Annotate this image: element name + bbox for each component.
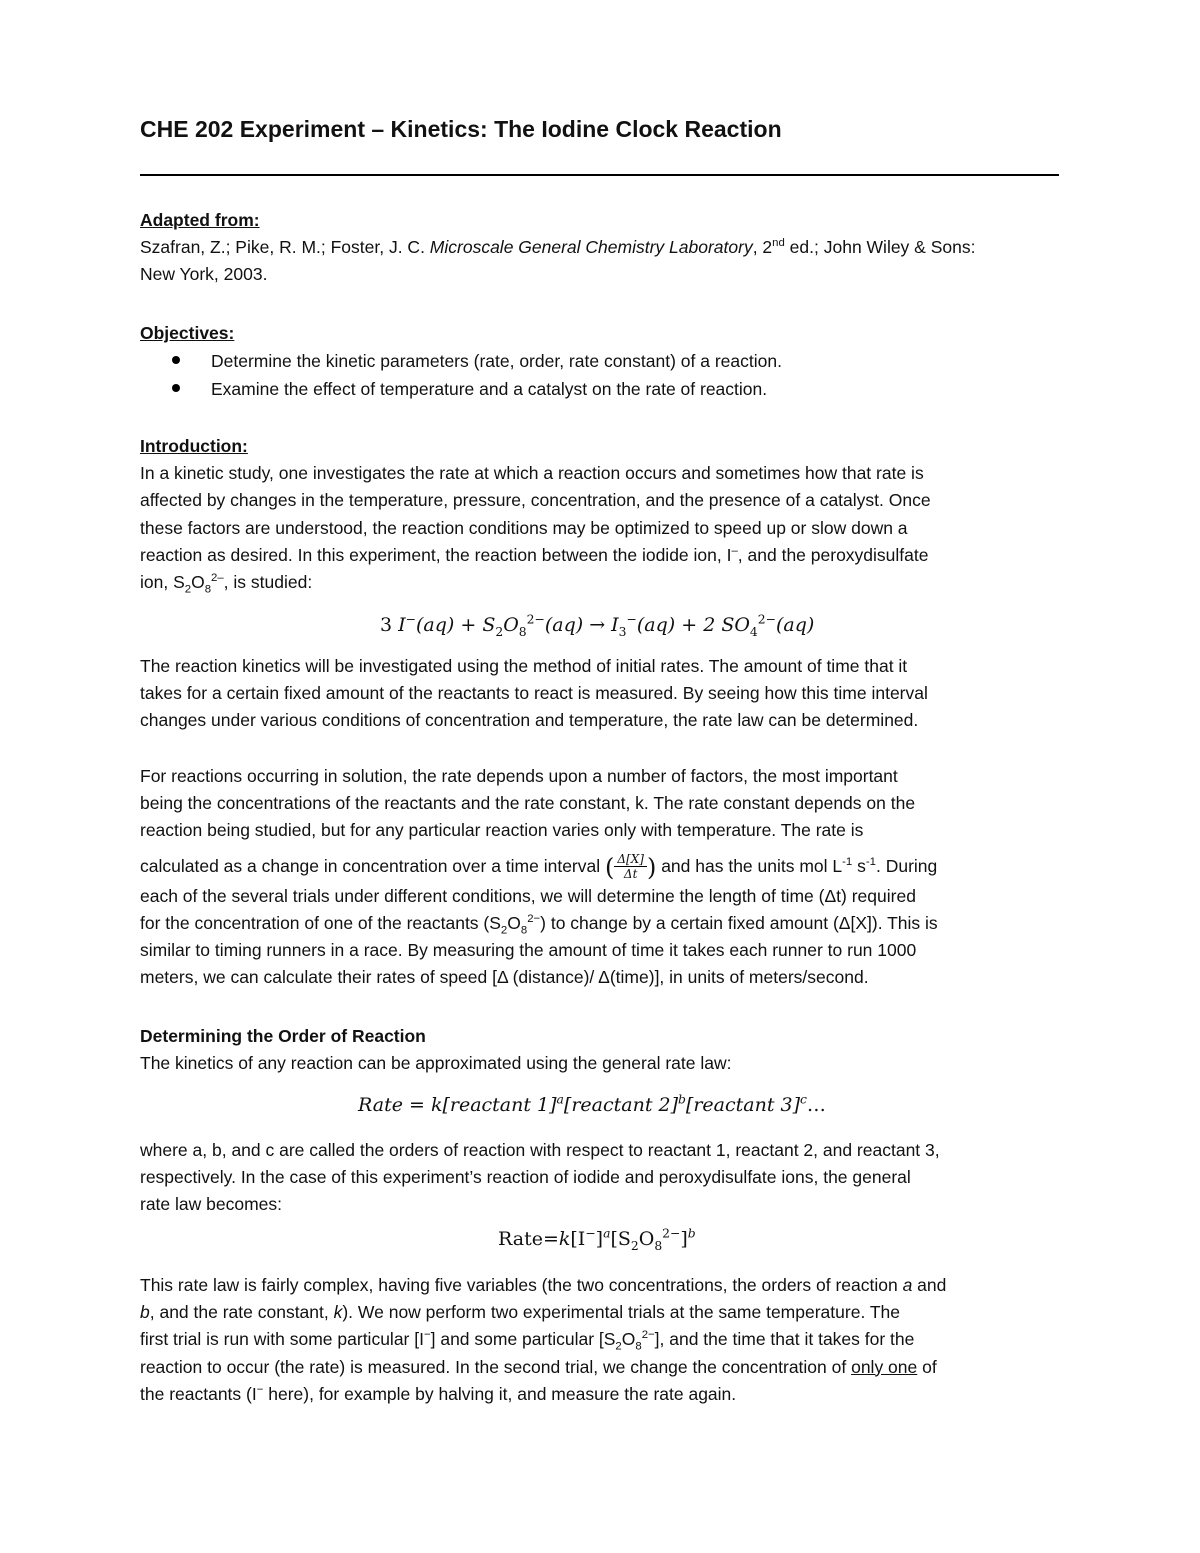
specific-rate-law-equation: $Rate=k[I^-]^a[S_2O_8^{2-}]^b$ [498,1226,696,1253]
paragraph-line: The reaction kinetics will be investigated using the method of initial rates. The amount of time that it [140,656,908,676]
paragraph-line: reaction to occur (the rate) is measured. In the second trial, we change the concentration of only one of [140,1356,937,1377]
objective-item: Determine the kinetic parameters (rate, order, rate constant) of a reaction. [172,348,1052,375]
paragraph-line: ion, $S_2O_8^{2-}$, is studied: [140,571,313,596]
method-paragraph [140,653,1060,735]
paragraph-line: calculated as a change in concentration over a time interval ( $\frac{\Delta[X]}{\Delta t}$ ) and has the units mol $L^{-1}$ $s^{-1}$. During [140,852,938,882]
objective-item: Examine the effect of temperature and a catalyst on the rate of reaction. [172,376,1052,403]
paragraph-line: This rate law is fairly complex, having five variables (the two concentrations, the orders of reaction a and [140,1275,947,1295]
paragraph-line: rate law becomes: [140,1194,283,1215]
book-title: Microscale General Chemistry Laboratory [429,237,753,258]
paragraph-line: reaction as desired. In this experiment, the reaction between the iodide ion, I–, and the peroxydisulfate [140,544,929,565]
rate-paragraph [140,763,1060,991]
reaction-equation: 3 $I^-(aq) + S_2O_8^{2-}(aq) \to I_3^-(aq) + 2$ $SO_4^{2-}(aq)$ [380,612,815,639]
paragraph-line: where a, b, and c are called the orders of reaction with respect to reactant 1, reactant 2, and reactant 3, [140,1140,940,1160]
page-title: CHE 202 Experiment – Kinetics: The Iodine Clock Reaction [140,116,782,142]
general-rate-law-equation: Rate = k[reactant 1]$^a$[reactant 2]$^b$[reactant 3]$^c$… [358,1092,826,1116]
paragraph-line: The kinetics of any reaction can be approximated using the general rate law: [140,1053,732,1074]
title-divider [140,174,1059,176]
citation-line-1: Szafran, Z.; Pike, R. M.; Foster, J. C. Microscale General Chemistry Laboratory, 2nd ed.; John Wiley & Sons: [140,237,976,258]
paragraph-line: for the concentration of one of the reactants $(S_2O_8^{2-})$ to change by a certain fixed amount (Δ[X]). This is [140,912,938,937]
introduction-heading: Introduction: [140,436,248,456]
paragraph-line: changes under various conditions of concentration and temperature, the rate law can be determined. [140,710,919,731]
paragraph-line: being the concentrations of the reactants and the rate constant, k. The rate constant depends on the [140,793,916,814]
order-section [140,1023,1060,1077]
paragraph-line: similar to timing runners in a race. By measuring the amount of time it takes each runner to run 1000 [140,939,917,960]
paragraph-line: each of the several trials under different conditions, we will determine the length of time (Δt) required [140,885,916,906]
paragraph-line: In a kinetic study, one investigates the rate at which a reaction occurs and sometimes how that rate is [140,463,924,484]
paragraph-line: b, and the rate constant, k). We now perform two experimental trials at the same temperature. The [140,1302,901,1323]
citation-line-2: New York, 2003. [140,264,268,285]
objectives-heading-block [140,320,1060,347]
bullet-icon [172,384,180,392]
paragraph-line: respectively. In the case of this experiment’s reaction of iodide and peroxydisulfate ions, the general [140,1167,911,1188]
paragraph-line: For reactions occurring in solution, the rate depends upon a number of factors, the most important [140,766,898,786]
bullet-icon [172,356,180,364]
objectives-heading: Objectives: [140,323,235,343]
paragraph-line: meters, we can calculate their rates of speed [Δ (distance)/ Δ(time)], in units of meters/second. [140,967,869,988]
order-heading: Determining the Order of Reaction [140,1026,426,1046]
emphasis-underline: only one [851,1356,918,1377]
trials-paragraph [140,1272,1060,1408]
adapted-heading: Adapted from: [140,210,260,230]
rate-fraction: $\frac{\Delta[X]}{\Delta t}$ [614,852,647,881]
adapted-section [140,207,1060,289]
paragraph-line: affected by changes in the temperature, pressure, concentration, and the presence of a catalyst. Once [140,490,931,511]
paragraph-line: reaction being studied, but for any particular reaction varies only with temperature. The rate is [140,820,864,841]
paragraph-line: these factors are understood, the reaction conditions may be optimized to speed up or slow down a [140,517,908,538]
paragraph-line: takes for a certain fixed amount of the reactants to react is measured. By seeing how this time interval [140,683,928,704]
introduction-section [140,433,1060,596]
paragraph-line: first trial is run with some particular [I−] and some particular $[S_2O_8^{2-}]$, and the time that it takes for the [140,1329,915,1353]
orders-paragraph [140,1137,1060,1219]
paragraph-line: the reactants (I− here), for example by halving it, and measure the rate again. [140,1383,737,1404]
